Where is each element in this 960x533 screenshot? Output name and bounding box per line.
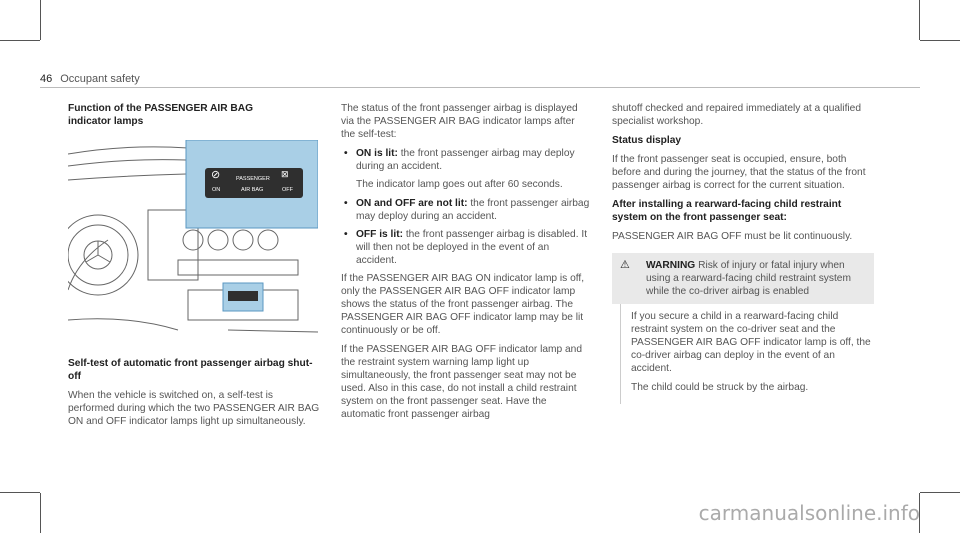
page-header — [40, 73, 140, 85]
section-title: Occupant safety — [60, 73, 140, 85]
airbag-label: AIR BAG — [241, 187, 264, 193]
paragraph: shutoff checked and repaired immediately at a qualified specialist workshop. — [612, 103, 861, 127]
crop-mark — [40, 0, 41, 40]
on-note: The indicator lamp goes out after 60 seconds. — [356, 179, 563, 190]
warning-title-text: Risk of injury or fatal injury when using a rearward-facing child restraint system while the co-driver airbag is enabled — [646, 260, 851, 297]
airbag-indicator-panel — [205, 168, 303, 198]
airbag-on-label: ON — [212, 187, 221, 193]
warning-icon: ⚠ — [620, 259, 630, 271]
crop-mark — [0, 40, 40, 41]
column-1 — [68, 102, 318, 134]
warning-label: WARNING — [646, 260, 696, 271]
bullet-label: ON is lit: — [356, 148, 398, 159]
dashboard-illustration — [68, 140, 318, 340]
warning-paragraph: The child could be struck by the airbag. — [631, 382, 809, 393]
passenger-airbag-icon: ⊠ — [281, 169, 289, 179]
bullet-label: ON and OFF are not lit: — [356, 198, 468, 209]
installing-text: PASSENGER AIR BAG OFF must be lit continuously. — [612, 231, 853, 242]
header-rule — [40, 87, 920, 88]
self-test-text: When the vehicle is switched on, a self-test is performed during which the two PASSENGER AIR BAG ON and OFF indicator lamps light up simultaneously. — [68, 390, 320, 427]
crop-mark — [40, 493, 41, 533]
status-display-heading: Status display — [612, 135, 682, 146]
watermark: carmanualsonline.info — [698, 501, 920, 525]
list-item — [341, 228, 591, 267]
bullet-text: the front passenger airbag may deploy during an accident. — [356, 148, 575, 172]
column-1-lower — [68, 357, 320, 434]
status-display-text: If the front passenger seat is occupied, ensure, both before and during the journey, that the status of the front passenger airbag is correct for the current situation. — [612, 154, 866, 191]
passenger-label: PASSENGER — [236, 176, 270, 182]
warning-body — [620, 304, 874, 404]
section-heading: Function of the PASSENGER AIR BAG indicator lamps — [68, 103, 254, 127]
installing-heading: After installing a rearward-facing child restraint system on the front passenger seat: — [612, 199, 842, 223]
warning-title — [620, 259, 866, 298]
paragraph: If the PASSENGER AIR BAG OFF indicator lamp and the restraint system warning lamp light up simultaneously, the front passenger seat may not be used. Also in this case, do not install a child restraint system on the front passenger seat. Have the automatic front passenger airbag — [341, 344, 583, 420]
crop-mark — [920, 492, 960, 493]
paragraph: If the PASSENGER AIR BAG ON indicator lamp is off, only the PASSENGER AIR BAG OFF indicator lamp shows the status of the front passenger airbag. The PASSENGER AIR BAG OFF indicator lamp may be lit continuously or be off. — [341, 273, 585, 336]
bullet-label: OFF is lit: — [356, 229, 403, 240]
list-item — [341, 147, 591, 173]
bullet-text: the front passenger airbag may deploy during an accident. — [356, 198, 590, 222]
warning-box — [612, 253, 874, 304]
status-intro: The status of the front passenger airbag is displayed via the PASSENGER AIR BAG indicator lamps after the self-test: — [341, 103, 578, 140]
bullet-text: the front passenger airbag is disabled. It will then not be deployed in the event of an accident. — [356, 229, 588, 266]
page-number: 46 — [40, 73, 53, 85]
airbag-disabled-icon: ⊘ — [211, 169, 221, 181]
self-test-heading: Self-test of automatic front passenger airbag shut-off — [68, 358, 313, 382]
column-2 — [341, 102, 591, 427]
list-item — [341, 197, 591, 223]
column-3 — [612, 102, 874, 404]
crop-mark — [920, 40, 960, 41]
crop-mark — [919, 0, 920, 40]
airbag-off-label: OFF — [282, 187, 293, 193]
warning-paragraph: If you secure a child in a rearward-facing child restraint system on the co-driver seat and the PASSENGER AIR BAG OFF indicator lamp is off, the co-driver airbag can deploy in the event of an accident. — [631, 311, 871, 374]
crop-mark — [0, 492, 40, 493]
